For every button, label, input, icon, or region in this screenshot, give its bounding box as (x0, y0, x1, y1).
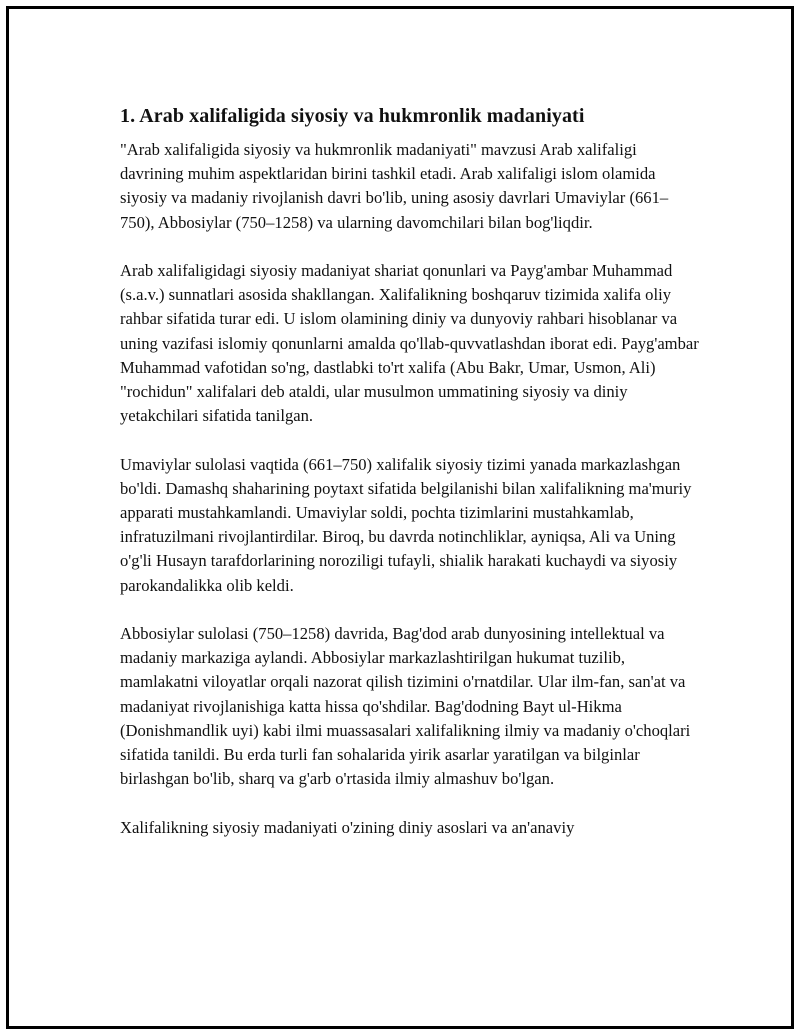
paragraph-intro: "Arab xalifaligida siyosiy va hukmronlik madaniyati" mavzusi Arab xalifaligi davrining muhim aspektlaridan birini tashkil etadi. Arab xalifaligi islom olamida siyosiy va madaniy rivojlanish davri bo'lib, uning asosiy davrlari Umaviylar (661–750), Abbosiylar (750–1258) va ularning davomchilari bilan bog'liqdir. (120, 140, 669, 232)
paragraph-continuation: Xalifalikning siyosiy madaniyati o'zining diniy asoslari va an'anaviy (120, 817, 575, 837)
paragraph-umayyads: Umaviylar sulolasi vaqtida (661–750) xalifalik siyosiy tizimi yanada markazlashgan bo'ldi. Damashq shaharining poytaxt sifatida belgilanishi bilan xalifalikning ma'muriy apparati mustahkamlandi. Umaviylar soldi, pochta tizimlarini mustahkamlab, infratuzilmani rivojlantirdilar. Biroq, bu davrda notinchliklar, ayniqsa, Ali va Uning o'g'li Husayn tarafdorlarining noroziligi tufayli, shialik harakati kuchaydi va siyosiy parokandalikka olib keldi. (120, 454, 692, 595)
paragraph-abbasids: Abbosiylar sulolasi (750–1258) davrida, Bag'dod arab dunyosining intellektual va madaniy markaziga aylandi. Abbosiylar markazlashtirilgan hukumat tuzilib, mamlakatni viloyatlar orqali nazorat qilish tizimini o'rnatdilar. Ular ilm-fan, san'at va madaniyat rivojlanishiga katta hissa qo'shdilar. Bag'dodning Bayt ul-Hikma (Donishmandlik uyi) kabi ilmi muassasalari xalifalikning ilmiy va madaniy o'choqlari sifatida tanildi. Bu erda turli fan sohalarida yirik asarlar yaratilgan va bilginlar birlashgan bo'lib, sharq va g'arb o'rtasida ilmiy almashuv bo'lgan. (120, 624, 691, 789)
page-frame (6, 6, 794, 1029)
document-body (120, 103, 700, 864)
paragraph-political-culture: Arab xalifaligidagi siyosiy madaniyat shariat qonunlari va Payg'ambar Muhammad (s.a.v.) sunnatlari asosida shakllangan. Xalifalikning boshqaruv tizimida xalifa oliy rahbar sifatida turar edi. U islom olamining diniy va dunyoviy rahbari hisoblanar va uning vazifasi islomiy qonunlarni amalda qo'llab-quvvatlashdan iborat edi. Payg'ambar Muhammad vafotidan so'ng, dastlabki to'rt xalifa (Abu Bakr, Umar, Usmon, Ali) "rochidun" xalifalari deb ataldi, ular musulmon ummatining siyosiy va diniy yetakchilari sifatida tanilgan. (120, 261, 699, 426)
section-heading: 1. Arab xalifaligida siyosiy va hukmronlik madaniyati (120, 105, 585, 127)
